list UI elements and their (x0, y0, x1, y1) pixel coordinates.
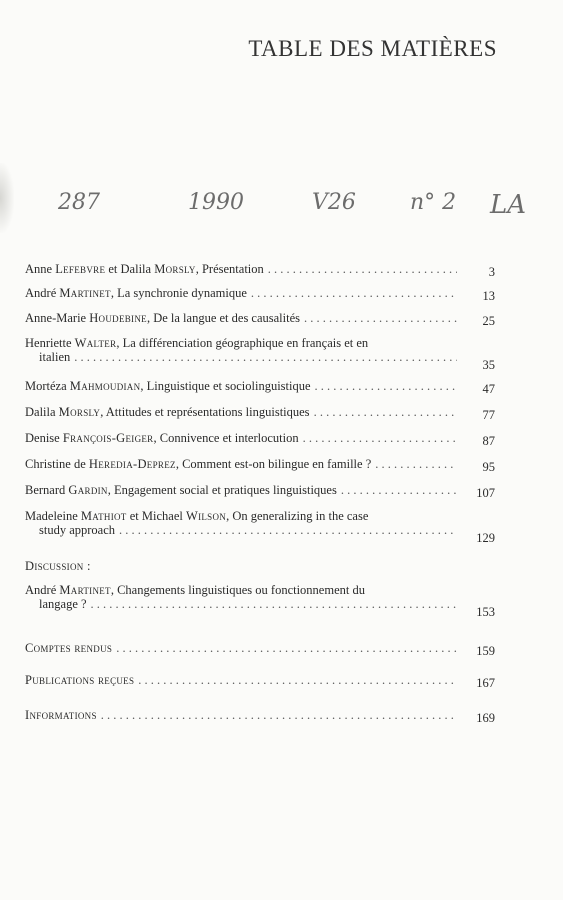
author-last-name: Mahmoudian (69, 379, 141, 393)
author-last-name: Walter (74, 336, 117, 350)
author-last-name: Houdebine (89, 311, 147, 325)
page-number: 159 (476, 644, 495, 658)
page-number: 35 (482, 358, 495, 372)
toc-entry (25, 336, 495, 372)
page-number: 3 (488, 265, 495, 279)
handwritten-volume: V26 (312, 190, 356, 215)
author-last-name: Lefebvre (55, 262, 106, 276)
author-first-name: André (25, 583, 57, 597)
author-last-name: François-Geiger (62, 431, 154, 445)
page-number: 25 (482, 314, 495, 328)
article-title: , Changements linguistiques ou fonctionnement du (110, 583, 365, 597)
page-number: 77 (482, 408, 495, 422)
author-first-name: Madeleine (25, 509, 78, 523)
toc-entry-discussion (25, 583, 495, 619)
dot-leader (91, 597, 457, 611)
article-title: , La synchronie dynamique (110, 286, 247, 300)
toc-section (25, 641, 495, 658)
dot-leader (315, 379, 457, 393)
article-title: , Connivence et interlocution (153, 431, 299, 445)
author-first-name: Bernard (25, 483, 66, 497)
author-last-name: Martinet (59, 286, 111, 300)
author-first-name: Anne-Marie (25, 311, 87, 325)
author-last-name: Heredia-Deprez (88, 457, 176, 471)
page-number: 107 (476, 486, 495, 500)
handwritten-year: 1990 (188, 190, 244, 215)
dot-leader (74, 350, 457, 364)
section-label: Comptes rendus (25, 641, 113, 655)
page-number: 95 (482, 460, 495, 474)
author-last-name: Gardin (68, 483, 108, 497)
dot-leader (268, 262, 457, 276)
dot-leader (138, 673, 457, 687)
page-number: 47 (482, 382, 495, 396)
article-title: , On generalizing in the case (226, 509, 369, 523)
author-first-name: Denise (25, 431, 60, 445)
handwritten-issue: n° 2 (410, 190, 457, 215)
toc-entry (25, 483, 495, 500)
page-number: 129 (476, 531, 495, 545)
handwritten-annotation (0, 190, 563, 230)
article-title-continued: italien (39, 350, 71, 364)
dot-leader (101, 708, 457, 722)
article-title-continued: langage ? (39, 597, 87, 611)
page-number: 167 (476, 676, 495, 690)
toc-entry (25, 405, 495, 422)
dot-leader (251, 286, 457, 300)
author-last-name: Martinet (59, 583, 111, 597)
discussion-label: Discussion : (25, 559, 91, 573)
article-title: , Attitudes et représentations linguistiques (100, 405, 310, 419)
toc-entry (25, 379, 495, 396)
toc-entry (25, 262, 495, 279)
handwritten-code: LA (490, 190, 527, 220)
author-last-name-2: Wilson (185, 509, 227, 523)
page-number: 13 (482, 289, 495, 303)
toc-entry (25, 509, 495, 545)
author-last-name: Mathiot (80, 509, 127, 523)
article-title: , De la langue et des causalités (146, 311, 301, 325)
dot-leader (314, 405, 457, 419)
author-first-name: Mortéza (25, 379, 67, 393)
article-title: , Présentation (195, 262, 264, 276)
dot-leader (304, 311, 457, 325)
section-label: Publications reçues (25, 673, 135, 687)
toc-section (25, 673, 495, 690)
author-first-name: Christine de (25, 457, 86, 471)
toc-entry (25, 311, 495, 328)
dot-leader (375, 457, 457, 471)
article-title: , La différenciation géographique en français et en (116, 336, 369, 350)
author-connector: et Dalila (108, 262, 152, 276)
toc-entry (25, 457, 495, 474)
author-connector: et Michael (129, 509, 183, 523)
toc-entry (25, 431, 495, 448)
article-title: , Comment est-on bilingue en famille ? (175, 457, 372, 471)
dot-leader (116, 641, 457, 655)
toc-entry (25, 286, 495, 303)
dot-leader (119, 523, 457, 537)
toc-section (25, 708, 495, 725)
article-title-continued: study approach (39, 523, 116, 537)
handwritten-call-number: 287 (58, 190, 100, 215)
page-number: 169 (476, 711, 495, 725)
author-first-name: Dalila (25, 405, 56, 419)
article-title: , Engagement social et pratiques linguistiques (107, 483, 337, 497)
author-last-name-2: Morsly (154, 262, 196, 276)
author-last-name: Morsly (58, 405, 101, 419)
page-number: 153 (476, 605, 495, 619)
page-number: 87 (482, 434, 495, 448)
author-first-name: Anne (25, 262, 53, 276)
dot-leader (303, 431, 457, 445)
author-first-name: Henriette (25, 336, 72, 350)
article-title: , Linguistique et sociolinguistique (140, 379, 311, 393)
dot-leader (341, 483, 457, 497)
author-first-name: André (25, 286, 57, 300)
page-title: TABLE DES MATIÈRES (248, 36, 497, 61)
section-label: Informations (25, 708, 97, 722)
